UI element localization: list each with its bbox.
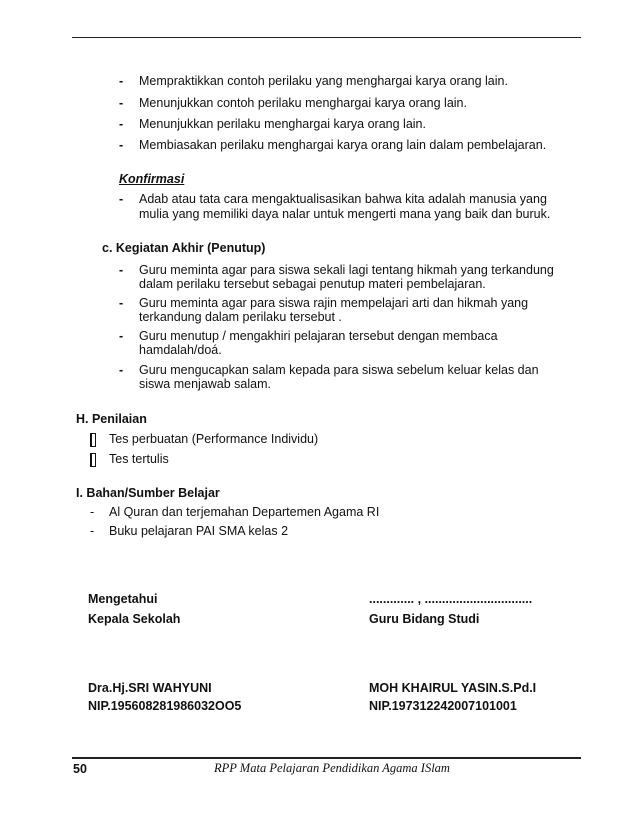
section-h-heading: H. Penilaian xyxy=(76,412,147,426)
signatory-name: Dra.Hj.SRI WAHYUNI xyxy=(88,681,212,695)
list-item: Guru meminta agar para siswa rajin mempelajari arti dan hikmah yang xyxy=(139,296,529,310)
list-item: Adab atau tata cara mengaktualisasikan bahwa kita adalah manusia yang xyxy=(139,192,547,206)
bullet-dash: - xyxy=(119,263,124,277)
bullet-dash: - xyxy=(119,329,124,343)
list-item-continuation: terkandung dalam perilaku tersebut . xyxy=(139,310,342,324)
list-item-continuation: siswa menjawab salam. xyxy=(139,377,271,391)
signature-label: Mengetahui xyxy=(88,592,158,606)
list-item: Buku pelajaran PAI SMA kelas 2 xyxy=(109,524,289,538)
bullet-dash: - xyxy=(90,524,95,538)
signature-title: Kepala Sekolah xyxy=(88,612,181,626)
list-item-continuation: dalam perilaku tersebut sebagai penutup materi pembelajaran. xyxy=(139,277,486,291)
checkbox-bullet-icon xyxy=(90,453,96,467)
list-item: Tes perbuatan (Performance Individu) xyxy=(109,432,319,446)
bullet-dash: - xyxy=(119,363,124,377)
list-item-continuation: hamdalah/doá. xyxy=(139,343,222,357)
bullet-dash: - xyxy=(119,138,124,152)
list-item: Guru menutup / mengakhiri pelajaran tersebut dengan membaca xyxy=(139,329,498,343)
signature-title: Guru Bidang Studi xyxy=(369,612,480,626)
list-item-continuation: mulia yang memiliki daya nalar untuk mengerti mana yang baik dan buruk. xyxy=(139,207,551,221)
signature-place-date: ............. , ............................... xyxy=(369,592,533,606)
list-item: Al Quran dan terjemahan Departemen Agama RI xyxy=(109,505,380,519)
list-item: Guru mengucapkan salam kepada para siswa sebelum keluar kelas dan xyxy=(139,363,539,377)
signatory-name: MOH KHAIRUL YASIN.S.Pd.I xyxy=(369,681,537,695)
signatory-nip: NIP.197312242007101001 xyxy=(369,699,517,713)
list-item: Guru meminta agar para siswa sekali lagi tentang hikmah yang terkandung xyxy=(139,263,554,277)
list-item: Mempraktikkan contoh perilaku yang menghargai karya orang lain. xyxy=(139,74,508,88)
list-item: Tes tertulis xyxy=(109,452,169,466)
bullet-dash: - xyxy=(119,74,124,88)
section-i-heading: I. Bahan/Sumber Belajar xyxy=(76,486,220,500)
list-item: Membiasakan perilaku menghargai karya orang lain dalam pembelajaran. xyxy=(139,138,547,152)
page-number: 50 xyxy=(73,762,87,776)
footer-title: RPP Mata Pelajaran Pendidikan Agama ISlam xyxy=(214,761,450,775)
checkbox-bullet-icon xyxy=(90,433,96,447)
konfirmasi-heading: Konfirmasi xyxy=(119,172,185,186)
bullet-dash: - xyxy=(119,192,124,206)
header-rule xyxy=(72,37,581,38)
bullet-dash: - xyxy=(119,96,124,110)
list-item: Menunjukkan perilaku menghargai karya orang lain. xyxy=(139,117,426,131)
bullet-dash: - xyxy=(119,296,124,310)
signatory-nip: NIP.195608281986032OO5 xyxy=(88,699,242,713)
bullet-dash: - xyxy=(90,505,95,519)
section-c-heading: c. Kegiatan Akhir (Penutup) xyxy=(102,241,266,255)
bullet-dash: - xyxy=(119,117,124,131)
footer-rule xyxy=(72,757,581,759)
list-item: Menunjukkan contoh perilaku menghargai karya orang lain. xyxy=(139,96,467,110)
